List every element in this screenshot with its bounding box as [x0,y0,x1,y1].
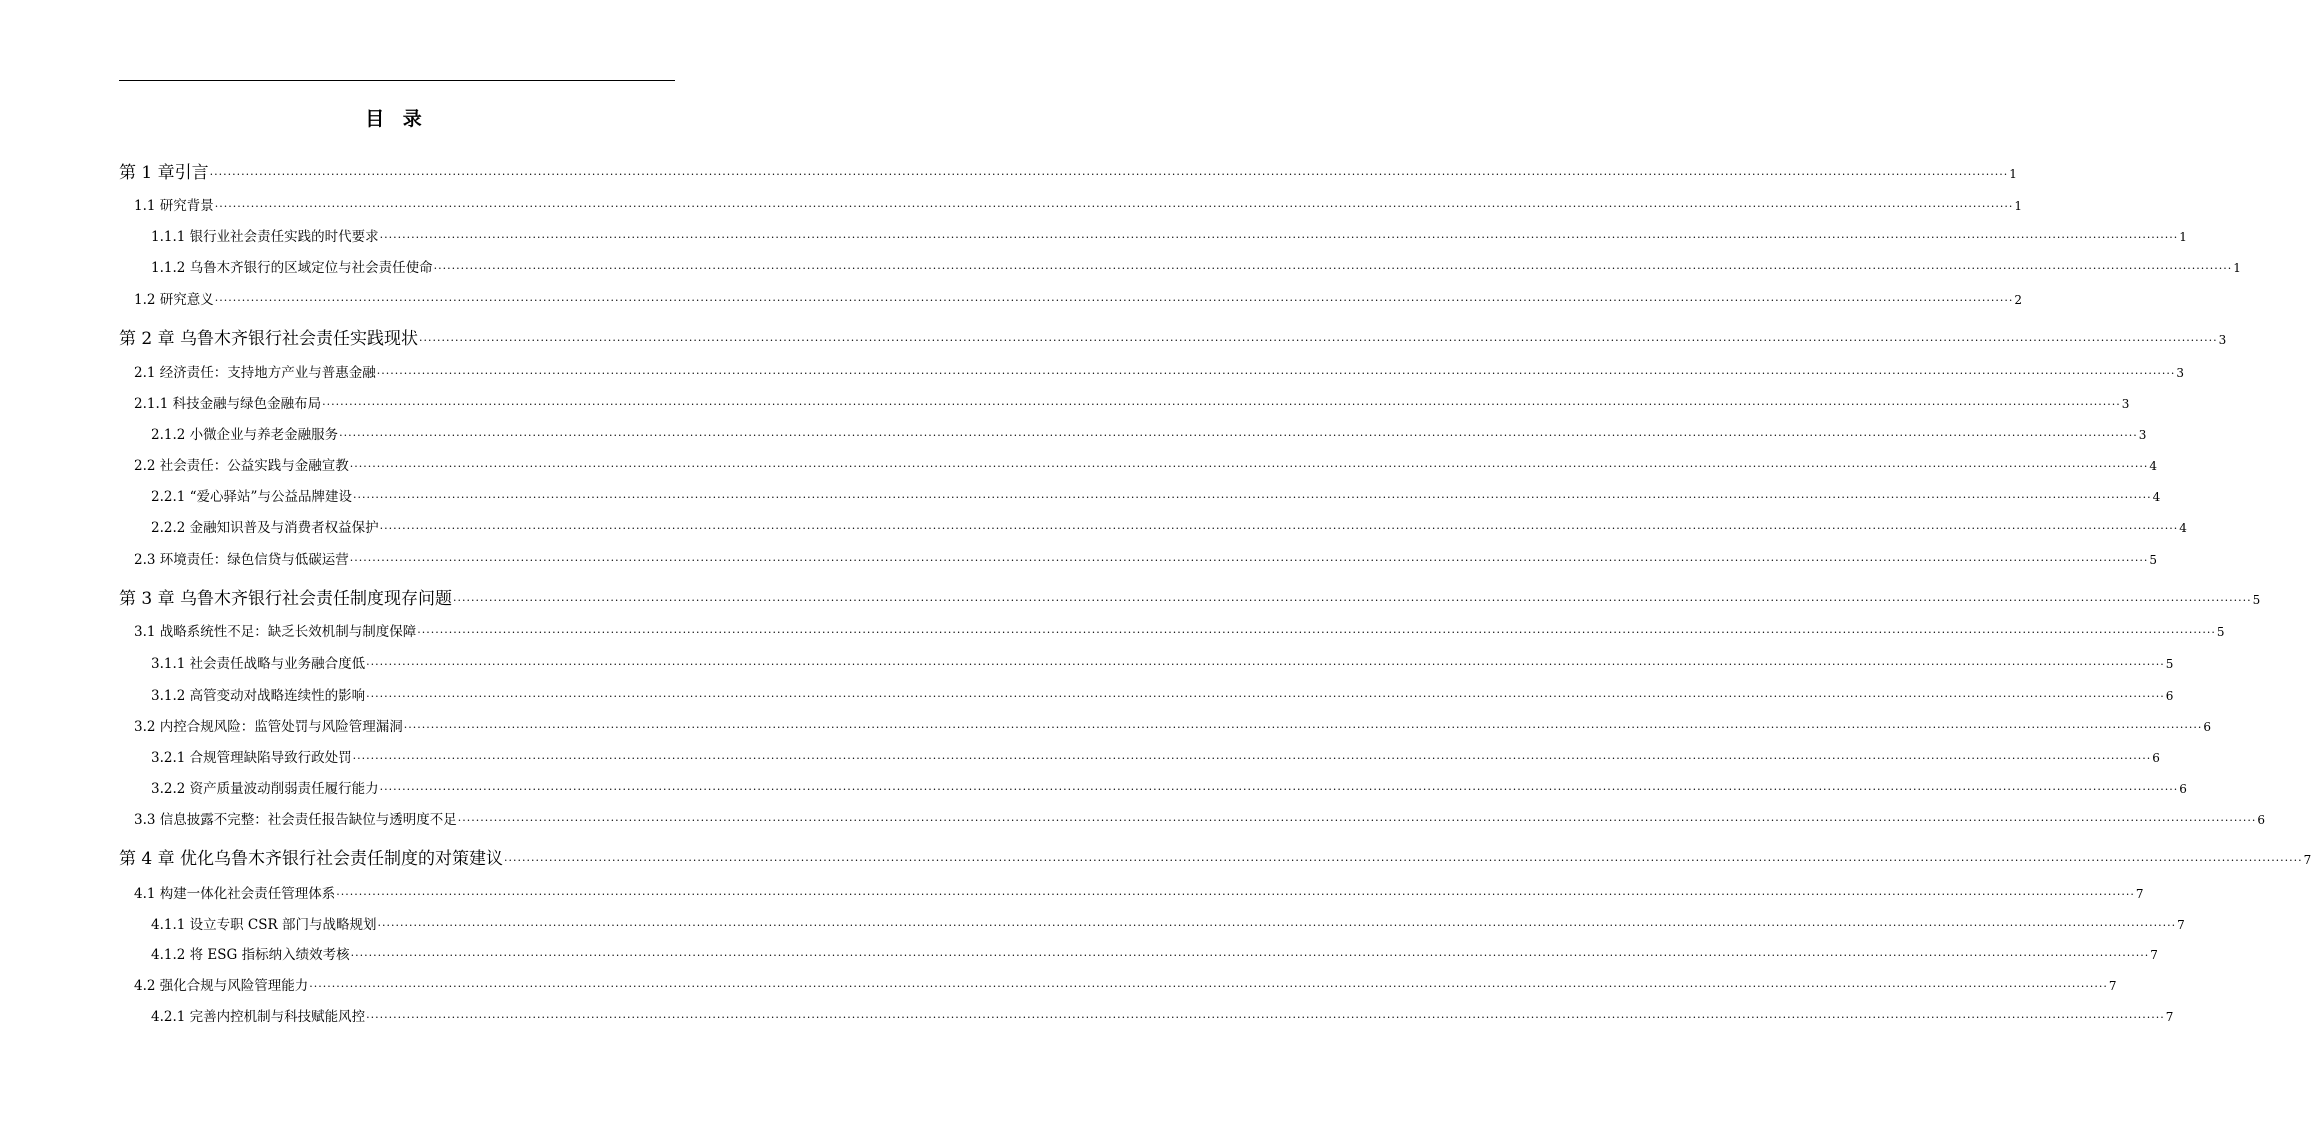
toc-entry-title: 2.2 社会责任：公益实践与金融宣教 [134,458,349,474]
toc-entry-page-number: 3 [2176,366,2185,380]
toc-entry[interactable] [119,324,2227,349]
toc-entry-title: 3.2.2 资产质量波动削弱责任履行能力 [151,781,379,797]
toc-entry[interactable] [134,974,2117,994]
toc-entry[interactable] [151,684,2174,704]
dot-leader: ················································································································································································································································································································································································································ [433,262,2233,275]
toc-entry-title: 1.1.1 银行业社会责任实践的时代要求 [151,229,379,245]
toc-entry-page-number: 4 [2179,521,2187,535]
toc-entry-title: 2.1.1 科技金融与绿色金融布局 [134,396,322,412]
dot-leader: ················································································································································································································································································································································································································ [403,721,2203,734]
toc-entry-title: 第 3 章 乌鲁木齐银行社会责任制度现存问题 [119,589,453,609]
toc-entry-page-number: 7 [2303,853,2311,867]
toc-entry[interactable] [134,392,2130,412]
toc-entry[interactable] [151,777,2187,797]
toc-entry[interactable] [151,256,2241,276]
toc-entry-page-number: 1 [2014,199,2023,213]
toc-entry-page-number: 7 [2135,887,2144,901]
toc-entry[interactable] [134,194,2023,214]
toc-entry-title: 3.1.1 社会责任战略与业务融合度低 [151,656,366,672]
dot-leader: ················································································································································································································································································································································································································ [379,522,2179,535]
dot-leader: ················································································································································································································································································································································································································ [336,888,2135,901]
dot-leader: ················································································································································································································································································································································································································ [379,231,2179,244]
toc-entry-page-number: 1 [2233,261,2241,275]
toc-entry-page-number: 3 [2218,333,2227,347]
toc-entry-page-number: 6 [2165,689,2174,703]
dot-leader: ················································································································································································································································································································································································································ [453,594,2252,607]
dot-leader: ················································································································································································································································································································································································································ [419,334,2218,347]
toc-entry-title: 2.3 环境责任：绿色信贷与低碳运营 [134,552,349,568]
toc-title: 目 录 [365,108,428,130]
toc-entry[interactable] [134,548,2158,568]
toc-entry[interactable] [119,844,2311,869]
toc-entry-page-number: 2 [2014,293,2023,307]
dot-leader: ················································································································································································································································································································································································································ [504,854,2303,867]
toc-entry-page-number: 7 [2150,948,2158,962]
toc-entry-title: 3.2.1 合规管理缺陷导致行政处罚 [151,750,352,766]
dot-leader: ················································································································································································································································································································································································································ [352,752,2152,765]
toc-entry-page-number: 5 [2216,625,2225,639]
toc-entry-title: 4.1.2 将 ESG 指标纳入绩效考核 [151,947,350,963]
toc-entry-title: 3.1 战略系统性不足：缺乏长效机制与制度保障 [134,624,417,640]
toc-entry-page-number: 6 [2257,813,2266,827]
dot-leader: ················································································································································································································································································································································································································ [376,367,2176,380]
toc-entry-title: 1.2 研究意义 [134,292,214,308]
toc-entry[interactable] [134,882,2144,902]
toc-entry[interactable] [134,454,2158,474]
dot-leader: ················································································································································································································································································································································································································ [349,460,2149,473]
toc-entry-title: 3.3 信息披露不完整：社会责任报告缺位与透明度不足 [134,812,457,828]
toc-entry-page-number: 5 [2165,657,2174,671]
dot-leader: ················································································································································································································································································································································································································ [366,690,2165,703]
toc-entry-title: 3.2 内控合规风险：监管处罚与风险管理漏洞 [134,719,403,735]
toc-entry-page-number: 5 [2252,593,2261,607]
toc-entry[interactable] [119,158,2017,183]
toc-entry-page-number: 4 [2149,459,2158,473]
dot-leader: ················································································································································································································································································································································································································ [309,980,2108,993]
toc-entry-title: 4.1 构建一体化社会责任管理体系 [134,886,336,902]
toc-entry-title: 2.2.1 “爱心驿站”与公益品牌建设 [151,489,352,505]
toc-entry-title: 4.2.1 完善内控机制与科技赋能风控 [151,1009,366,1025]
toc-entry-title: 1.1 研究背景 [134,198,214,214]
toc-entry-page-number: 6 [2179,782,2187,796]
toc-entry-title: 4.1.1 设立专职 CSR 部门与战略规划 [151,917,377,933]
toc-entry-page-number: 5 [2149,553,2158,567]
toc-entry[interactable] [134,620,2225,640]
toc-entry-page-number: 7 [2108,979,2117,993]
toc-entry[interactable] [151,225,2187,245]
toc-entry-page-number: 3 [2138,428,2147,442]
toc-entry[interactable] [151,913,2185,933]
dot-leader: ················································································································································································································································································································································································································ [214,200,2014,213]
toc-entry-title: 第 1 章引言 [119,163,209,183]
dot-leader: ················································································································································································································································································································································································································ [322,398,2121,411]
toc-entry[interactable] [119,584,2261,609]
toc-entry-page-number: 4 [2152,490,2161,504]
toc-entry-title: 4.2 强化合规与风险管理能力 [134,978,309,994]
dot-leader: ················································································································································································································································································································································································································ [366,658,2165,671]
toc-entry-page-number: 1 [2009,167,2017,181]
toc-entry-title: 第 4 章 优化乌鲁木齐银行社会责任制度的对策建议 [119,849,504,869]
toc-entry-title: 2.1.2 小微企业与养老金融服务 [151,427,339,443]
toc-entry-title: 3.1.2 高管变动对战略连续性的影响 [151,688,366,704]
toc-entry[interactable] [151,652,2174,672]
toc-entry-title: 2.1 经济责任：支持地方产业与普惠金融 [134,365,376,381]
toc-entry[interactable] [151,516,2187,536]
toc-entry-page-number: 6 [2152,751,2160,765]
toc-entry[interactable] [151,423,2147,443]
dot-leader: ················································································································································································································································································································································································································ [379,783,2179,796]
toc-entry[interactable] [151,485,2161,505]
toc-entry[interactable] [134,808,2266,828]
toc-entry-page-number: 3 [2121,397,2130,411]
toc-entry[interactable] [134,715,2212,735]
dot-leader: ················································································································································································································································································································································································································ [349,554,2149,567]
toc-entry[interactable] [134,288,2023,308]
toc-entry-page-number: 6 [2203,720,2212,734]
toc-entry[interactable] [151,1005,2174,1025]
toc-entry-title: 第 2 章 乌鲁木齐银行社会责任实践现状 [119,329,419,349]
toc-entry[interactable] [134,361,2185,381]
dot-leader: ················································································································································································································································································································································································································ [209,168,2009,181]
dot-leader: ················································································································································································································································································································································································································ [350,949,2150,962]
toc-entry-page-number: 1 [2179,230,2187,244]
toc-entry-page-number: 7 [2177,918,2185,932]
dot-leader: ················································································································································································································································································································································································································ [339,429,2138,442]
toc-entry-title: 2.2.2 金融知识普及与消费者权益保护 [151,520,379,536]
dot-leader: ················································································································································································································································································································································································································ [457,814,2257,827]
dot-leader: ················································································································································································································································································································································································································ [417,626,2216,639]
dot-leader: ················································································································································································································································································································································································································ [377,919,2177,932]
dot-leader: ················································································································································································································································································································································································································ [352,491,2152,504]
toc-entry-page-number: 7 [2165,1010,2174,1024]
toc-entry[interactable] [151,943,2158,963]
toc-entry-title: 1.1.2 乌鲁木齐银行的区域定位与社会责任使命 [151,260,433,276]
dot-leader: ················································································································································································································································································································································································································ [214,294,2014,307]
dot-leader: ················································································································································································································································································································································································································ [366,1011,2165,1024]
toc-entry[interactable] [151,746,2160,766]
